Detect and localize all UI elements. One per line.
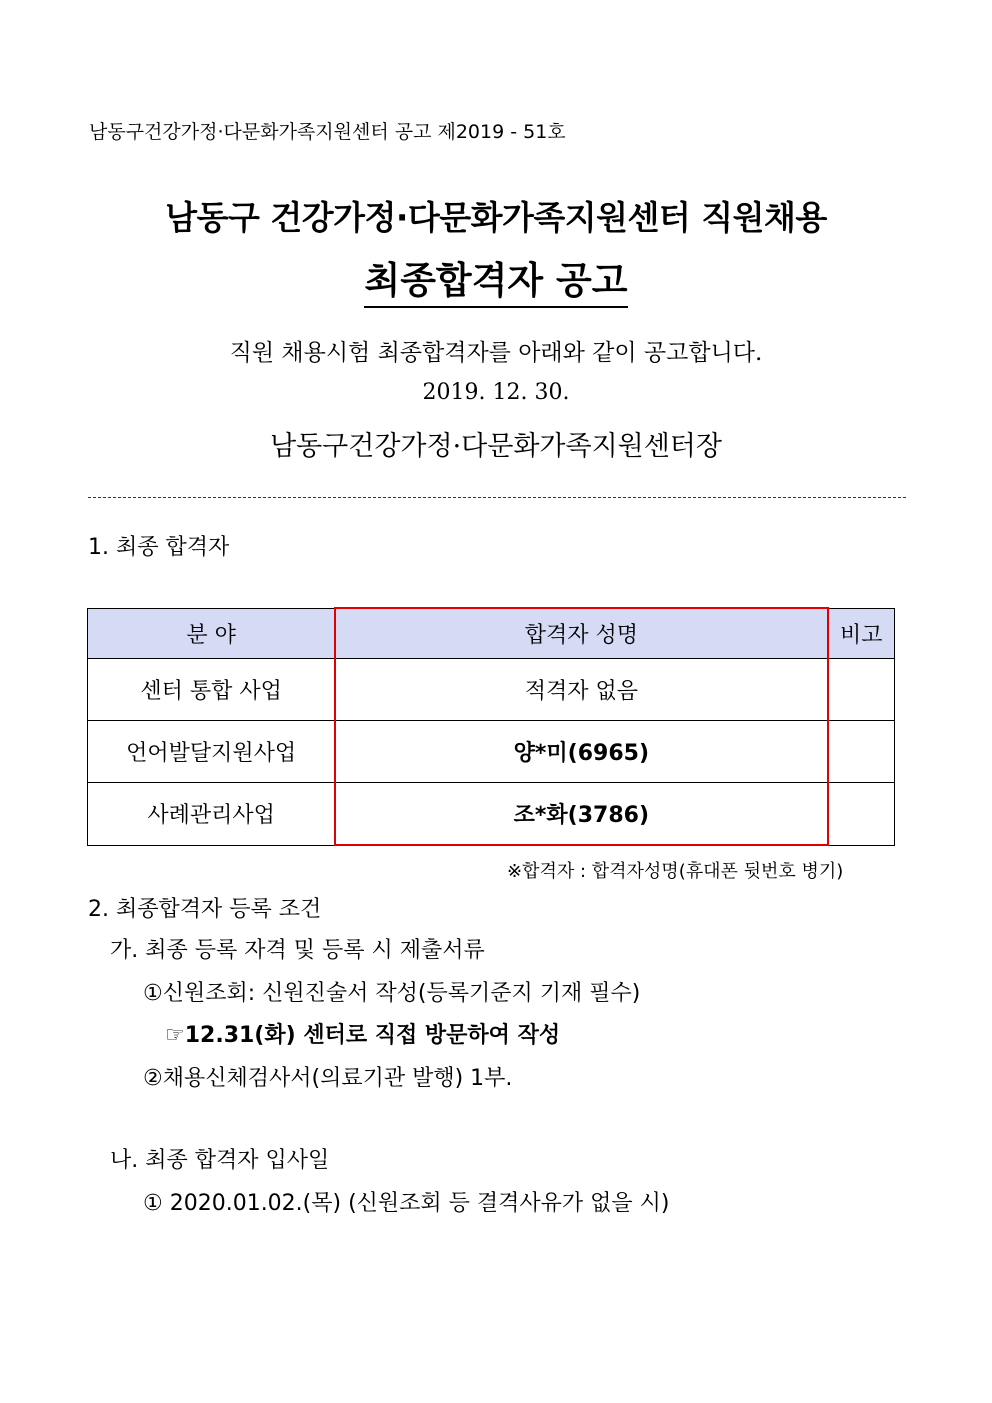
requirement-item-1: ①신원조회: 신원진술서 작성(등록기준지 기재 필수): [143, 981, 641, 1006]
page-title: 남동구 건강가정·다문화가족지원센터 직원채용: [165, 198, 827, 237]
table-row: [88, 783, 895, 846]
cell-note: [828, 721, 895, 783]
announcement-date: 2019. 12. 30.: [422, 380, 570, 405]
requirement-item-2: ②채용신체검사서(의료기관 발행) 1부.: [143, 1066, 513, 1091]
cell-field: 센터 통합 사업: [88, 659, 336, 721]
table-row: [88, 721, 895, 783]
cell-name: 적격자 없음: [335, 659, 827, 721]
section1-heading: 1. 최종 합격자: [88, 535, 230, 560]
header-note: 비고: [828, 608, 895, 659]
cell-note: [828, 659, 895, 721]
page-subtitle: [0, 250, 992, 308]
cell-note: [828, 783, 895, 846]
page-subtitle-text: 최종합격자 공고: [364, 250, 627, 308]
result-table: [87, 607, 895, 846]
cell-name: 양*미(6965): [335, 721, 827, 783]
dashed-divider: [88, 497, 906, 498]
notice-number: 남동구건강가정·다문화가족지원센터 공고 제2019 - 51호: [89, 121, 566, 143]
issuer-name: 남동구건강가정·다문화가족지원센터장: [270, 431, 722, 462]
header-field: 분 야: [88, 608, 336, 659]
intro-text: 직원 채용시험 최종합격자를 아래와 같이 공고합니다.: [229, 340, 763, 366]
cell-name: 조*화(3786): [335, 783, 827, 846]
requirement-item-1-note: ☞12.31(화) 센터로 직접 방문하여 작성: [165, 1023, 561, 1048]
start-date-item: ① 2020.01.02.(목) (신원조회 등 결격사유가 없을 시): [143, 1191, 670, 1216]
header-name: 합격자 성명: [335, 608, 827, 659]
table-header-row: [88, 608, 895, 659]
cell-field: 언어발달지원사업: [88, 721, 336, 783]
table-footnote: ※합격자 : 합격자성명(휴대폰 뒷번호 병기): [507, 861, 844, 882]
table-row: [88, 659, 895, 721]
subsection-a-heading: 가. 최종 등록 자격 및 등록 시 제출서류: [110, 938, 485, 963]
section2-heading: 2. 최종합격자 등록 조건: [88, 897, 322, 922]
subsection-b-heading: 나. 최종 합격자 입사일: [110, 1148, 330, 1173]
cell-field: 사례관리사업: [88, 783, 336, 846]
